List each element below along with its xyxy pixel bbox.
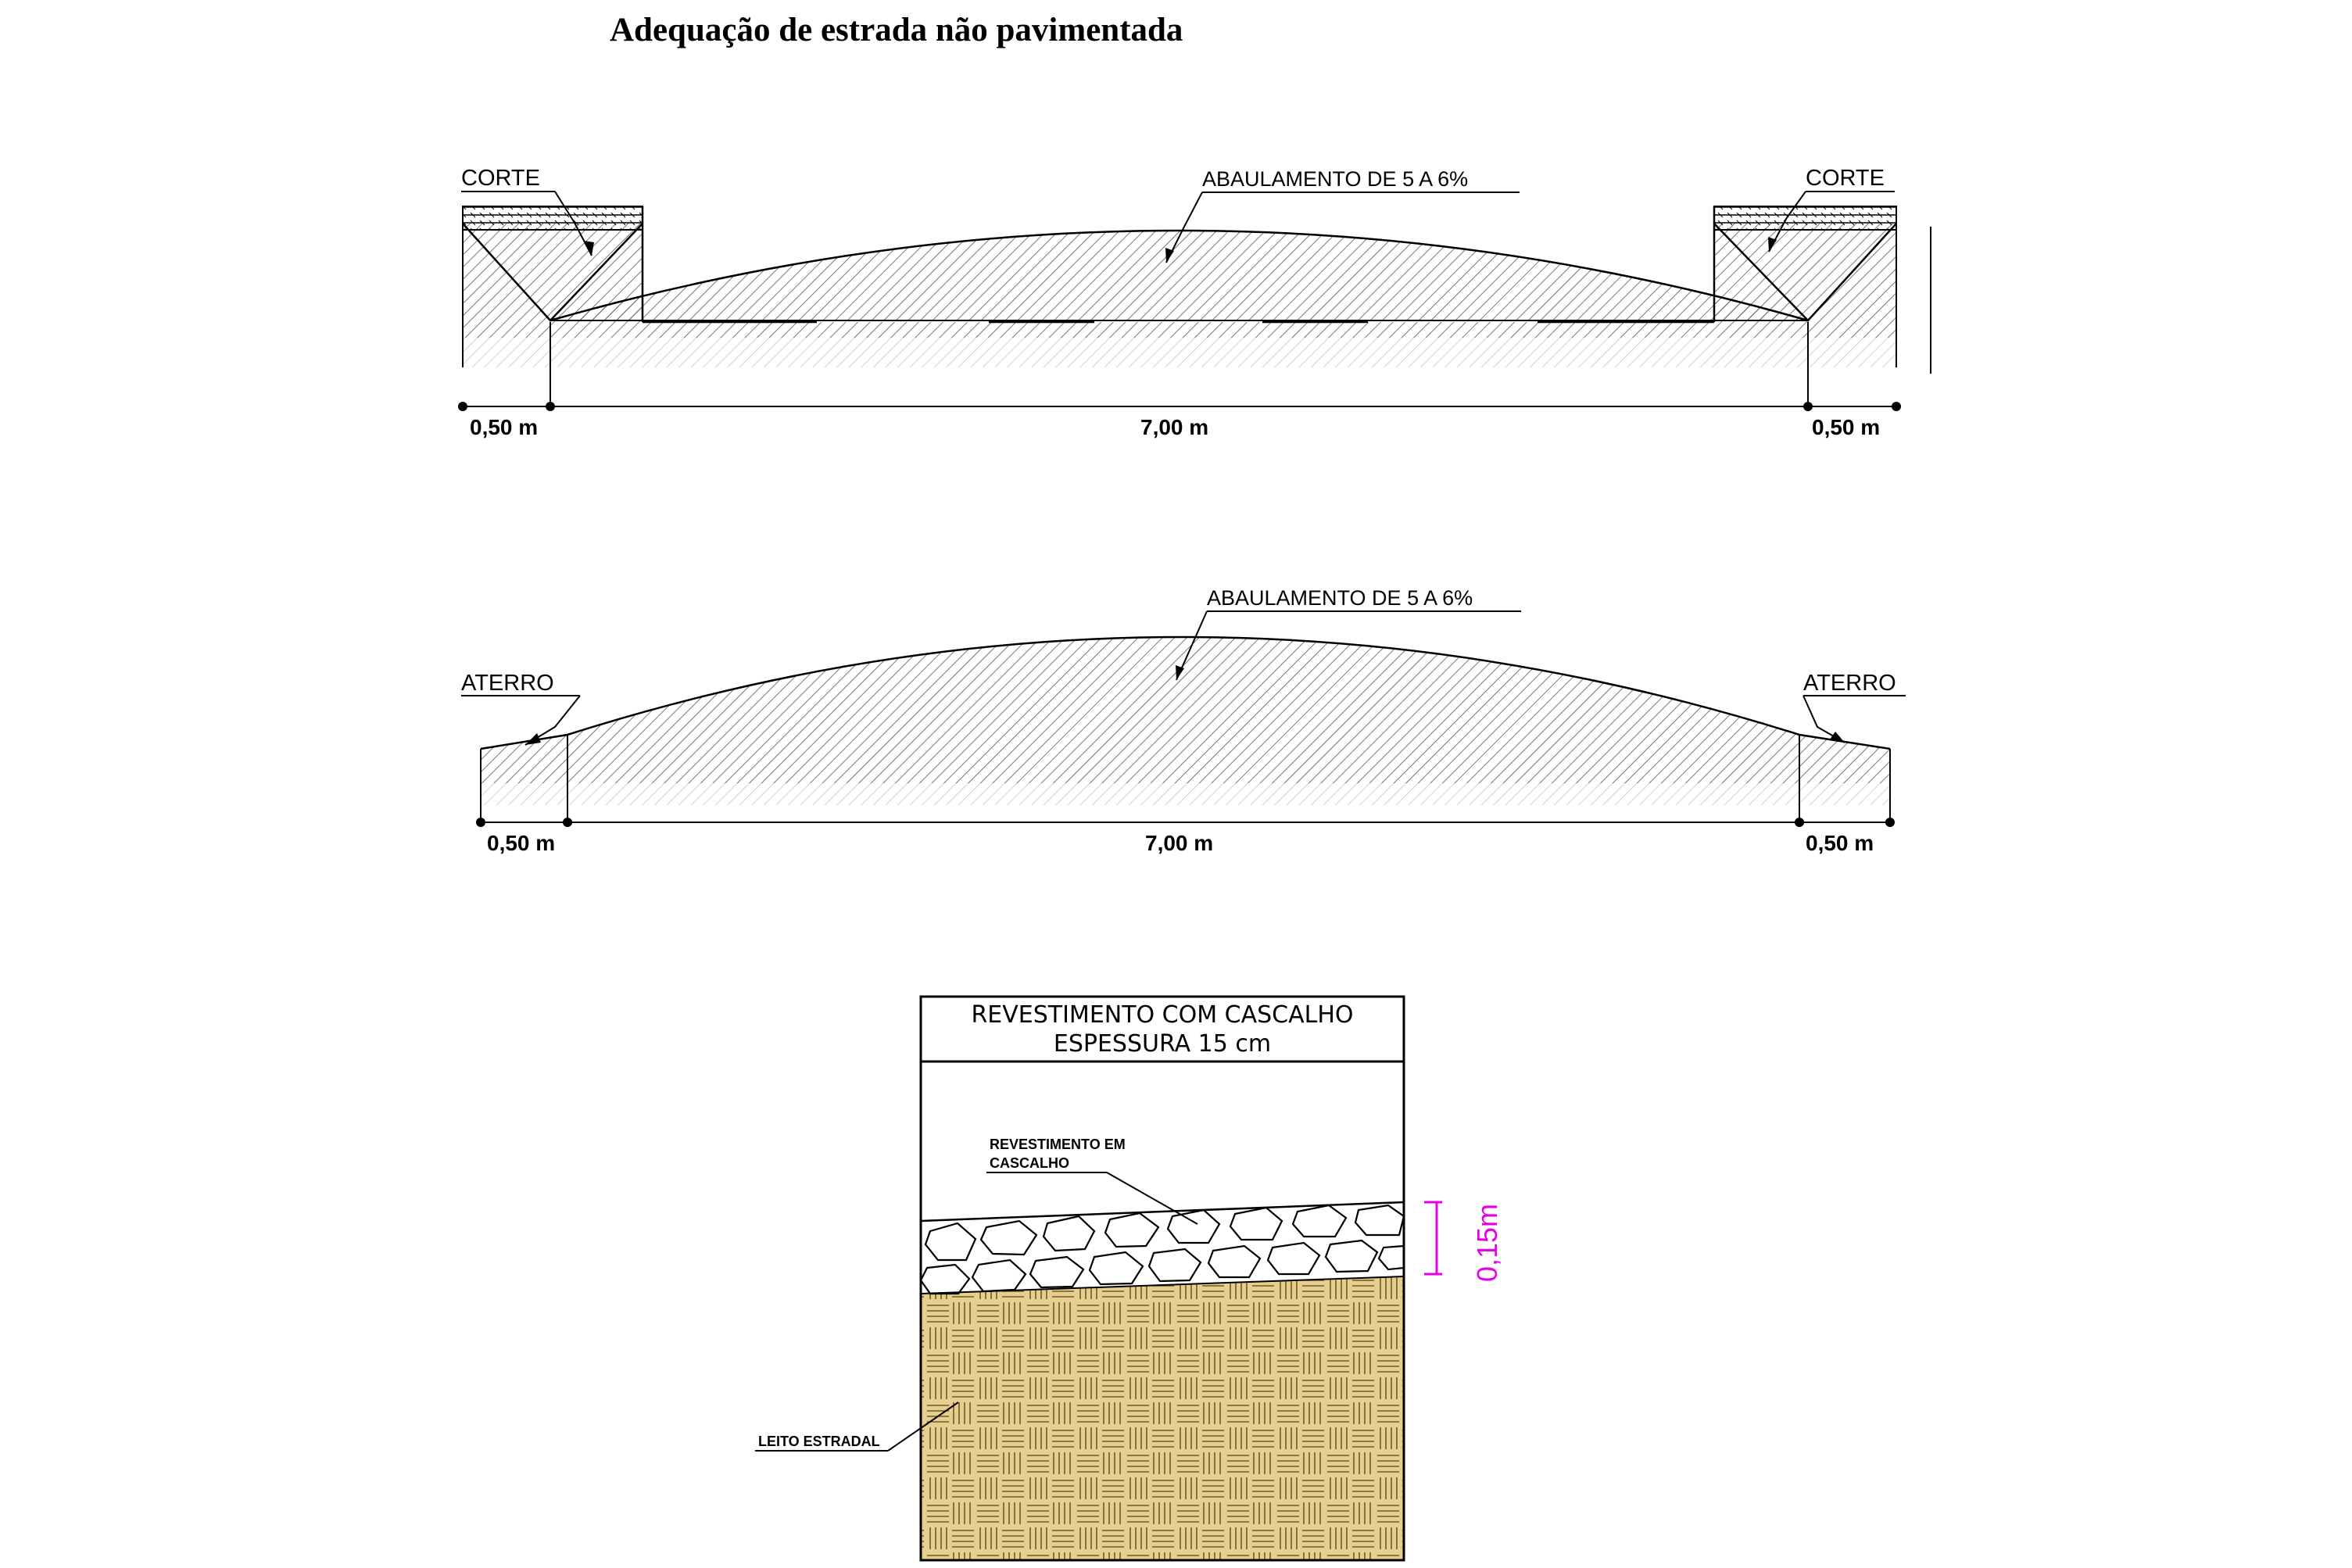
aterro-dim-left: 0,50 m [487, 831, 556, 855]
corte-left-label: CORTE [461, 166, 540, 191]
aterro-right-label: ATERRO [1803, 671, 1896, 696]
gravel-label-line2: CASCALHO [990, 1155, 1069, 1171]
detail-header-line2: ESPESSURA 15 cm [1053, 1030, 1272, 1058]
corte-right-ground-layer [1714, 206, 1896, 230]
corte-ground-band [463, 336, 1896, 367]
corte-dim-right: 0,50 m [1812, 415, 1881, 439]
gravel-label-line1: REVESTIMENTO EM [990, 1137, 1126, 1152]
aterro-crown-label: ABAULAMENTO DE 5 A 6% [1207, 586, 1473, 610]
section-aterro [461, 586, 1906, 855]
corte-left-ground-layer [463, 206, 643, 230]
base-label: LEITO ESTRADAL [758, 1434, 880, 1449]
aterro-ground-band [481, 782, 1890, 805]
section-corte [458, 166, 1931, 439]
aterro-dim-center: 7,00 m [1145, 831, 1214, 855]
corte-dim-left: 0,50 m [470, 415, 539, 439]
detail-header-line1: REVESTIMENTO COM CASCALHO [971, 1001, 1354, 1029]
corte-right-label: CORTE [1806, 166, 1885, 191]
thickness-label: 0,15m [1471, 1203, 1503, 1283]
subgrade-layer [921, 1276, 1404, 1560]
corte-dim-center: 7,00 m [1140, 415, 1209, 439]
aterro-dim-right: 0,50 m [1806, 831, 1874, 855]
corte-crown-label: ABAULAMENTO DE 5 A 6% [1202, 167, 1469, 191]
page-title: Adequação de estrada não pavimentada [610, 12, 1183, 48]
aterro-left-label: ATERRO [461, 671, 554, 696]
gravel-detail [755, 997, 1503, 1560]
thickness-dimension [1424, 1202, 1442, 1274]
